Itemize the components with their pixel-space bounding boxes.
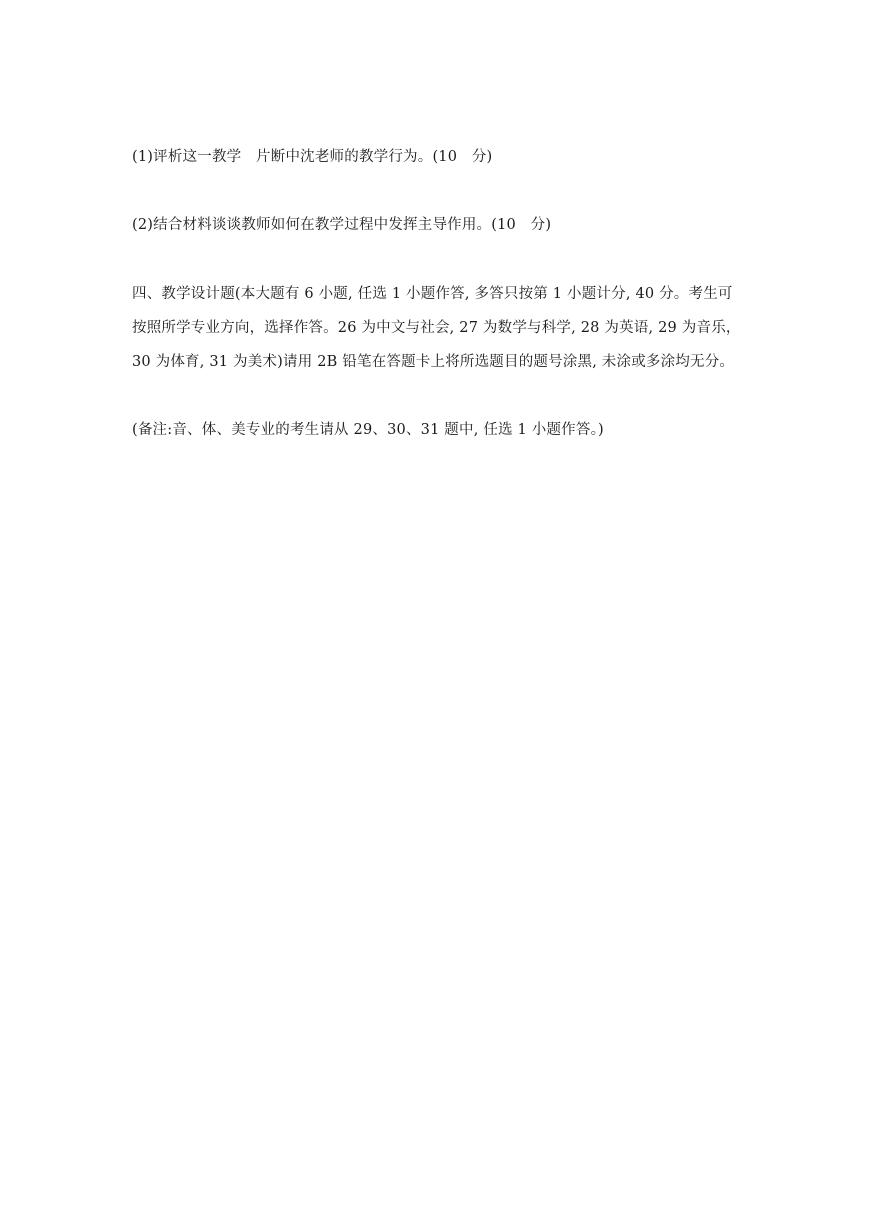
section-4-line-1: 四、教学设计题(本大题有 6 小题, 任选 1 小题作答, 多答只按第 1 小题计分, 40 分。考生可 (132, 286, 733, 302)
section-4-line-2: 按照所学专业方向，选择作答。26 为中文与社会, 27 为数学与科学, 28 为英语, 29 为音乐， (132, 320, 741, 336)
question-1-text: (1)评析这一教学 片断中沈老师的教学行为。(10 分) (132, 149, 493, 165)
section-4-line-3: 30 为体育, 31 为美术)请用 2B 铅笔在答题卡上将所选题目的题号涂黑, 未涂或多涂均无分。 (132, 354, 735, 370)
remark-note: (备注:音、体、美专业的考生请从 29、30、31 题中, 任选 1 小题作答。) (132, 422, 604, 438)
question-2-text: (2)结合材料谈谈教师如何在教学过程中发挥主导作用。(10 分) (132, 217, 552, 233)
